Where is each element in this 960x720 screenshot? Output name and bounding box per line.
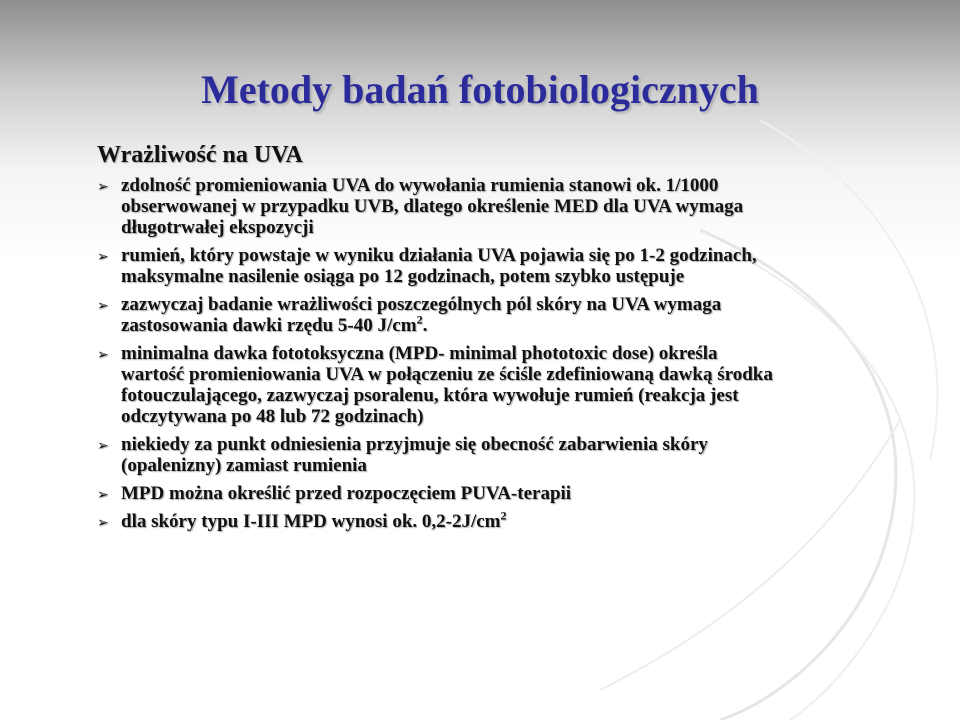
arrow-right-icon: ➢ (97, 249, 109, 265)
arrow-right-icon: ➢ (97, 179, 109, 195)
section-heading: Wrażliwość na UVA (97, 142, 303, 168)
bullet-item (97, 175, 777, 238)
slide-title: Metody badań fotobiologicznych (201, 67, 759, 112)
slide-content (97, 142, 777, 539)
superscript: 2 (416, 312, 423, 327)
bullet-item (97, 434, 777, 476)
bullet-list (97, 175, 777, 532)
arrow-right-icon: ➢ (97, 438, 109, 454)
arrow-right-icon: ➢ (97, 487, 109, 503)
bullet-tail: . (422, 315, 428, 336)
superscript: 2 (500, 508, 507, 523)
arrow-right-icon: ➢ (97, 515, 109, 531)
bullet-item (97, 483, 777, 504)
bullet-text: dla skóry typu I-III MPD wynosi ok. 0,2-2J/cm (121, 511, 501, 532)
arrow-right-icon: ➢ (97, 298, 109, 314)
bullet-text: MPD można określić przed rozpoczęciem PUVA-terapii (121, 483, 572, 504)
bullet-item (97, 508, 777, 532)
bullet-text: zdolność promieniowania UVA do wywołania rumienia stanowi ok. 1/1000 obserwowanej w przypadku UVB, dlatego określenie MED dla UVA wymaga długotrwałej ekspozycji (121, 175, 744, 238)
bullet-text: minimalna dawka fototoksyczna (MPD- minimal phototoxic dose) określa wartość promieniowania UVA w połączeniu ze ściśle zdefiniowaną dawką środka fotouczulającego, zazwyczaj psoralenu, która wywołuje rumień (reakcja jest odczytywana po 48 lub 72 godzinach) (121, 343, 773, 427)
bullet-text: zazwyczaj badanie wrażliwości poszczególnych pól skóry na UVA wymaga zastosowania dawki rzędu 5-40 J/cm (121, 294, 722, 336)
bullet-item (97, 245, 777, 287)
bullet-item (97, 343, 777, 427)
arrow-right-icon: ➢ (97, 347, 109, 363)
bullet-item (97, 294, 777, 336)
bullet-text: niekiedy za punkt odniesienia przyjmuje się obecność zabarwienia skóry (opalenizny) zamiast rumienia (121, 434, 708, 476)
bullet-text: rumień, który powstaje w wyniku działania UVA pojawia się po 1-2 godzinach, maksymalne nasilenie osiąga po 12 godzinach, potem szybko ustępuje (121, 245, 757, 287)
